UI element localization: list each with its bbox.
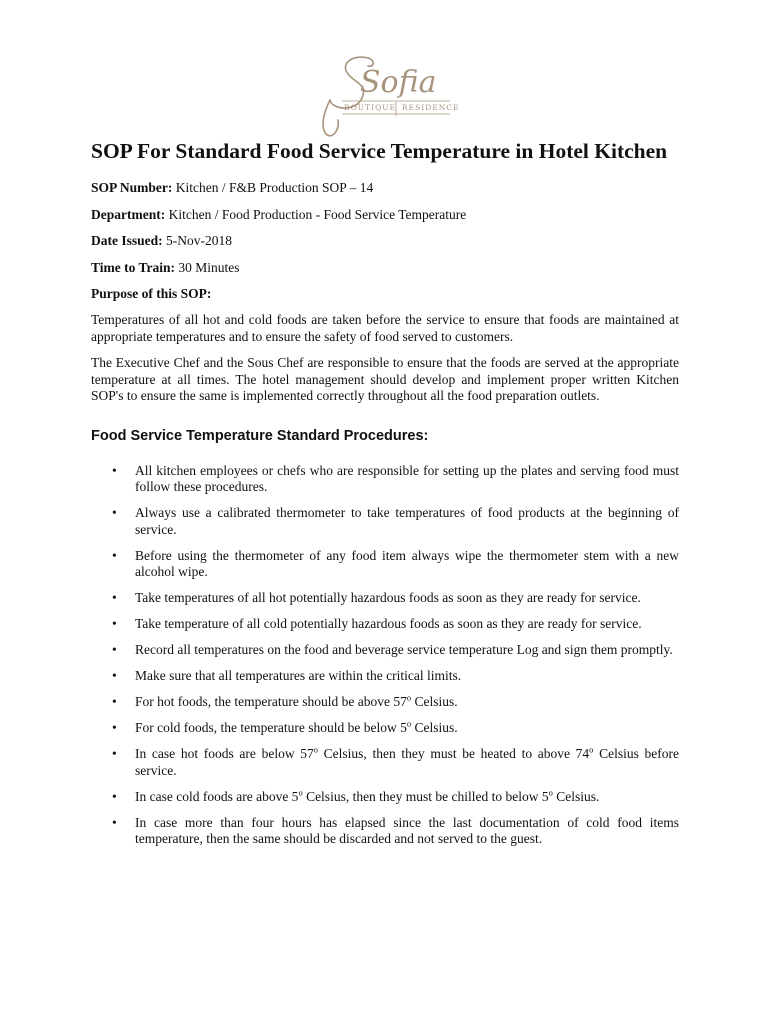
procedure-item: [91, 815, 679, 848]
meta-value: 30 Minutes: [175, 259, 240, 275]
bullet-icon: •: [112, 746, 117, 761]
procedure-text: Make sure that all temperatures are within the critical limits.: [135, 668, 462, 683]
meta-list: [91, 179, 679, 276]
procedure-text: Celsius.: [411, 720, 458, 735]
purpose-paragraph-1: Temperatures of all hot and cold foods are taken before the service to ensure that foods are maintained at appropriate temperatures and to ensure the safety of food served to customers.: [91, 312, 679, 344]
bullet-icon: •: [112, 616, 117, 631]
procedure-item: [91, 789, 679, 806]
procedure-text: For hot foods, the temperature should be above 57: [135, 694, 407, 709]
bullet-icon: •: [112, 462, 117, 478]
procedure-text: Celsius, then they must be heated to above 74: [318, 746, 590, 761]
document-title: SOP For Standard Food Service Temperature in Hotel Kitchen: [91, 139, 668, 163]
sofia-logo-graphic: [310, 50, 460, 140]
procedure-text: Celsius before service.: [135, 746, 679, 778]
bullet-icon: •: [112, 694, 117, 709]
procedures-heading: Food Service Temperature Standard Procedures:: [91, 427, 429, 444]
degree-superscript: o: [406, 718, 412, 729]
meta-value: Kitchen / Food Production - Food Service Temperature: [165, 206, 467, 222]
purpose-heading: Purpose of this SOP:: [91, 286, 212, 301]
procedure-item: [91, 616, 679, 633]
meta-line: [91, 259, 679, 276]
meta-line: [91, 232, 679, 249]
document-content: [91, 138, 679, 857]
procedure-text: Celsius, then they must be chilled to below 5: [302, 788, 549, 804]
procedure-text: In case more than four hours has elapsed since the last documentation of cold food items temperature, then the same should be discarded and not served to the guest.: [135, 814, 679, 846]
procedure-text: In case cold foods are above 5: [135, 788, 299, 804]
procedure-item: [91, 463, 679, 496]
procedure-item: [91, 720, 679, 737]
procedure-text: All kitchen employees or chefs who are responsible for setting up the plates and serving food must follow these procedures.: [135, 462, 679, 494]
procedure-item: [91, 590, 679, 607]
bullet-icon: •: [112, 547, 117, 563]
meta-line: [91, 206, 679, 223]
degree-superscript: o: [406, 692, 412, 703]
procedure-text: Celsius.: [552, 788, 600, 804]
bullet-icon: •: [112, 505, 117, 520]
meta-value: Kitchen / F&B Production SOP – 14: [172, 180, 374, 195]
procedure-text: Record all temperatures on the food and beverage service temperature Log and sign them promptly.: [135, 642, 673, 657]
bullet-icon: •: [112, 590, 117, 605]
procedure-text: Take temperatures of all hot potentially hazardous foods as soon as they are ready for service.: [135, 590, 641, 605]
procedure-text: In case hot foods are below 57: [135, 746, 314, 761]
procedure-text: Before using the thermometer of any food item always wipe the thermometer stem with a new alcohol wipe.: [135, 547, 679, 579]
bullet-icon: •: [112, 788, 117, 804]
meta-label: Department:: [91, 206, 166, 222]
logo-left-word: BOUTIQUE: [344, 103, 397, 112]
bullet-icon: •: [112, 814, 117, 830]
procedure-text: Take temperature of all cold potentially hazardous foods as soon as they are ready for service.: [135, 616, 642, 631]
procedure-item: [91, 746, 679, 779]
procedure-text: For cold foods, the temperature should be below 5: [135, 720, 407, 735]
degree-superscript: o: [589, 744, 594, 755]
meta-label: Time to Train:: [91, 259, 175, 275]
meta-value: 5-Nov-2018: [162, 233, 233, 248]
logo-script-text: Sofia: [360, 65, 437, 100]
meta-label: SOP Number:: [91, 180, 173, 195]
degree-superscript: o: [548, 787, 553, 797]
bullet-icon: •: [112, 668, 117, 683]
procedures-list: [91, 463, 679, 848]
procedure-item: [91, 505, 679, 538]
meta-label: Date Issued:: [91, 233, 163, 248]
sofia-logo: [310, 50, 460, 140]
bullet-icon: •: [112, 642, 117, 657]
purpose-paragraph-2: The Executive Chef and the Sous Chef are responsible to ensure that the foods are served at the appropriate temperature at all times. The hotel management should develop and implement proper written Kitchen SOP's to ensure the same is implemented correctly throughout all the food preparation outlets.: [91, 355, 679, 403]
procedure-text: Celsius.: [411, 694, 458, 709]
procedure-text: Always use a calibrated thermometer to take temperatures of food products at the beginning of service.: [135, 505, 679, 537]
procedure-item: [91, 694, 679, 711]
procedure-item: [91, 548, 679, 581]
procedure-item: [91, 668, 679, 685]
procedure-item: [91, 642, 679, 659]
logo-right-word: RESIDENCE: [402, 103, 460, 112]
meta-line: [91, 179, 679, 196]
degree-superscript: o: [313, 744, 318, 755]
degree-superscript: o: [298, 787, 303, 797]
bullet-icon: •: [112, 720, 117, 735]
